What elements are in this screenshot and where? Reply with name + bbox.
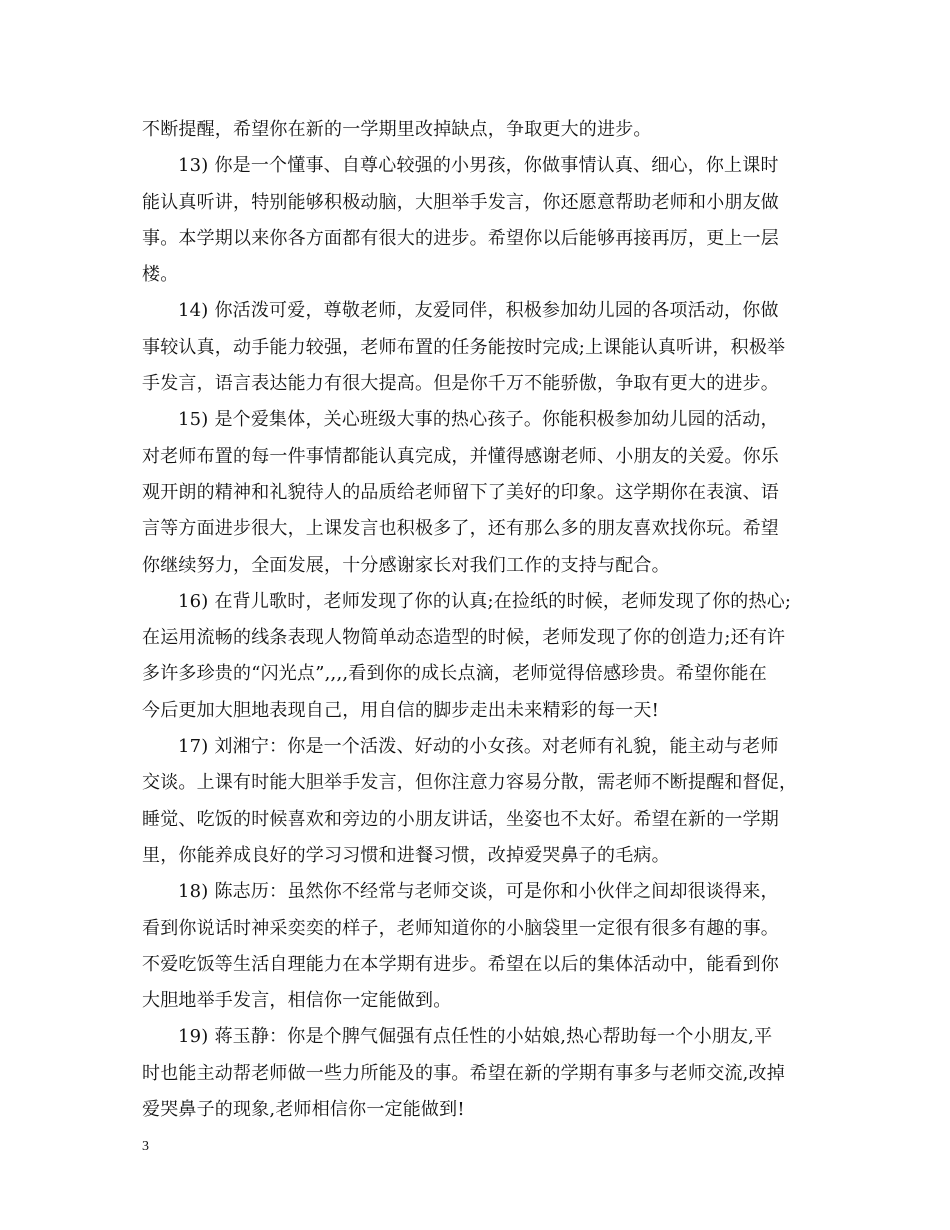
paragraph-16-line: 在运用流畅的线条表现人物简单动态造型的时候，老师发现了你的创造力;还有许	[142, 627, 786, 649]
paragraph-18-line: 18) 陈志历：虽然你不经常与老师交谈，可是你和小伙伴之间却很谈得来，	[178, 881, 779, 903]
paragraph-13-line: 事。本学期以来你各方面都有很大的进步。希望你以后能够再接再厉，更上一层	[142, 227, 779, 249]
paragraph-15-line: 对老师布置的每一件事情都能认真完成，并懂得感谢老师、小朋友的关爱。你乐	[142, 445, 779, 467]
paragraph-18-line: 不爱吃饭等生活自理能力在本学期有进步。希望在以后的集体活动中，能看到你	[142, 953, 779, 975]
paragraph-17-line: 17) 刘湘宁：你是一个活泼、好动的小女孩。对老师有礼貌，能主动与老师	[178, 736, 779, 758]
paragraph-19-line: 时也能主动帮老师做一些力所能及的事。希望在新的学期有事多与老师交流,改掉	[142, 1062, 785, 1084]
paragraph-13-line: 能认真听讲，特别能够积极动脑，大胆举手发言，你还愿意帮助老师和小朋友做	[142, 191, 779, 213]
paragraph-13-line: 楼。	[142, 264, 179, 286]
paragraph-15-line: 15) 是个爱集体，关心班级大事的热心孩子。你能积极参加幼儿园的活动，	[178, 409, 779, 431]
paragraph-16-line: 今后更加大胆地表现自己，用自信的脚步走出未来精彩的每一天!	[142, 699, 660, 721]
paragraph-15-line: 言等方面进步很大，上课发言也积极多了，还有那么多的朋友喜欢找你玩。希望	[142, 518, 779, 540]
paragraph-17-line: 睡觉、吃饭的时候喜欢和旁边的小朋友讲话，坐姿也不太好。希望在新的一学期	[142, 808, 779, 830]
text-line: 不断提醒，希望你在新的一学期里改掉缺点，争取更大的进步。	[142, 119, 652, 140]
paragraph-14-line: 手发言，语言表达能力有很大提高。但是你千万不能骄傲，争取有更大的进步。	[142, 373, 779, 395]
paragraph-16-line: 16) 在背儿歌时，老师发现了你的认真;在捡纸的时候，老师发现了你的热心;	[178, 590, 792, 612]
document-body	[142, 112, 822, 1128]
page-number: 3	[142, 1139, 149, 1154]
paragraph-13-line: 13) 你是一个懂事、自尊心较强的小男孩，你做事情认真、细心，你上课时	[178, 155, 779, 177]
paragraph-14-line: 14) 你活泼可爱，尊敬老师，友爱同伴，积极参加幼儿园的各项活动，你做	[178, 300, 779, 322]
paragraph-18-line: 大胆地举手发言，相信你一定能做到。	[142, 990, 452, 1012]
paragraph-17-line: 里，你能养成良好的学习习惯和进餐习惯，改掉爱哭鼻子的毛病。	[142, 844, 670, 866]
paragraph-19-line: 19) 蒋玉静：你是个脾气倔强有点任性的小姑娘,热心帮助每一个小朋友,平	[178, 1026, 773, 1048]
paragraph-16-line: 多许多珍贵的“闪光点”,,,,看到你的成长点滴，老师觉得倍感珍贵。希望你能在	[142, 663, 767, 685]
paragraph-18-line: 看到你说话时神采奕奕的样子，老师知道你的小脑袋里一定很有很多有趣的事。	[142, 917, 779, 939]
paragraph-19-line: 爱哭鼻子的现象,老师相信你一定能做到!	[142, 1099, 465, 1121]
paragraph-15-line: 观开朗的精神和礼貌待人的品质给老师留下了美好的印象。这学期你在表演、语	[142, 481, 779, 503]
paragraph-15-line: 你继续努力，全面发展，十分感谢家长对我们工作的支持与配合。	[142, 554, 670, 576]
paragraph-14-line: 事较认真，动手能力较强，老师布置的任务能按时完成;上课能认真听讲，积极举	[142, 336, 786, 358]
paragraph-17-line: 交谈。上课有时能大胆举手发言，但你注意力容易分散，需老师不断提醒和督促，	[142, 772, 798, 794]
